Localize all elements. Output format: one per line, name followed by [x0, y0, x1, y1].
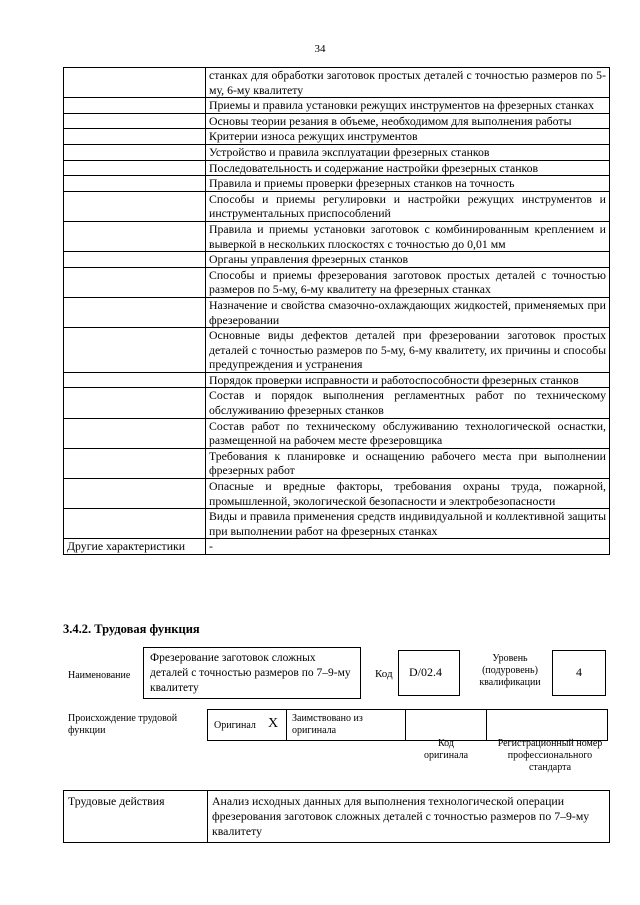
row-text: Критерии износа режущих инструментов [209, 129, 418, 144]
row-label [64, 176, 206, 191]
row-text: Состав и порядок выполнения регламентных работ по техническому обслуживанию фрезерных станков [209, 388, 606, 418]
table-row [64, 267, 609, 297]
table-row [64, 160, 609, 176]
level-box [552, 650, 606, 696]
reg-caption: Регистрационный номер профессионального стандарта [497, 738, 603, 773]
row-label [64, 252, 206, 267]
row-text: Требования к планировке и оснащению рабочего места при выполнении фрезерных работ [209, 448, 606, 478]
level-label: Уровень (подуровень) квалификации [479, 653, 541, 688]
row-text: Способы и приемы фрезерования заготовок простых деталей с точностью размеров по 5-му, 6-му квалитету на фрезерных станках [209, 267, 606, 297]
row-label [64, 98, 206, 113]
table-row [64, 97, 609, 113]
table-row [64, 538, 609, 554]
row-label [64, 68, 206, 97]
row-label [64, 192, 206, 221]
code-caption: Код оригинала [423, 738, 469, 761]
table-row [64, 144, 609, 160]
row-text: Органы управления фрезерных станков [209, 252, 409, 267]
row-text: Приемы и правила установки режущих инструментов на фрезерных станках [209, 98, 594, 113]
row-text: Опасные и вредные факторы, требования охраны труда, пожарной, промышленной, экологической безопасности и электробезопасности [209, 479, 606, 508]
row-text: Порядок проверки исправности и работоспособности фрезерных станков [209, 372, 579, 387]
row-text: Состав работ по техническому обслуживанию технологической оснастки, размещенной на рабочем месте фрезеровщика [209, 418, 606, 448]
row-label [64, 328, 206, 372]
row-label [64, 161, 206, 176]
row-label [64, 419, 206, 448]
row-text: Способы и приемы регулировки и настройки режущих инструментов и инструментальных приспособлений [209, 191, 606, 221]
row-label [64, 298, 206, 327]
table-row [64, 387, 609, 417]
code-label: Код [375, 668, 393, 680]
table-row [64, 191, 609, 221]
row-label [64, 114, 206, 129]
labor-actions-label: Трудовые действия [64, 791, 208, 842]
table-row [64, 372, 609, 388]
row-label [64, 388, 206, 417]
row-text: Устройство и правила эксплуатации фрезерных станков [209, 144, 490, 159]
code-box [398, 650, 460, 696]
origin-label: Происхождение трудовой функции [68, 713, 178, 736]
row-label: Другие характеристики [64, 539, 206, 554]
row-label [64, 129, 206, 144]
function-name-box [143, 647, 361, 699]
function-name: Фрезерование заготовок сложных деталей с точностью размеров по 7–9-му квалитету [150, 652, 351, 694]
table-row [64, 175, 609, 191]
name-label: Наименование [68, 670, 131, 681]
row-text: - [209, 539, 213, 554]
table-row [64, 113, 609, 129]
function-code: D/02.4 [409, 665, 442, 679]
level-value: 4 [576, 665, 582, 679]
row-label [64, 449, 206, 478]
table-row [64, 68, 609, 97]
row-text: Виды и правила применения средств индивидуальной и коллективной защиты при выполнении работ на фрезерных станках [209, 509, 606, 538]
borrowed-label: Заимствовано из оригинала [292, 713, 363, 736]
row-text: Назначение и свойства смазочно-охлаждающих жидкостей, применяемых при фрезеровании [209, 297, 606, 327]
row-text: станках для обработки заготовок простых деталей с точностью размеров по 5-му, 6-му квалитету [209, 68, 606, 97]
section-title: 3.4.2. Трудовая функция [63, 622, 200, 636]
page-number: 34 [314, 43, 326, 55]
row-text: Правила и приемы установки заготовок с комбинированным креплением и выверкой в нескольких плоскостях с точностью до 0,01 мм [209, 221, 606, 251]
table-row [64, 448, 609, 478]
table-row [64, 327, 609, 372]
original-label: Оригинал [214, 720, 256, 731]
labor-actions-table [63, 790, 610, 843]
row-text: Основные виды дефектов деталей при фрезеровании заготовок простых деталей с точностью размеров по 5-му, 6-му квалитету, их причины и способы предупреждения и устранения [209, 328, 606, 372]
table-row [64, 221, 609, 251]
table-row [64, 297, 609, 327]
labor-actions-text: Анализ исходных данных для выполнения технологической операции фрезерования заготовок сложных деталей с точностью размеров по 7–9-му квалитету [212, 794, 590, 838]
row-label [64, 268, 206, 297]
table-row [64, 128, 609, 144]
row-label [64, 509, 206, 538]
row-label [64, 145, 206, 160]
row-text: Основы теории резания в объеме, необходимом для выполнения работы [209, 113, 572, 128]
table-row [64, 508, 609, 538]
table-row [64, 251, 609, 267]
origin-table [207, 709, 608, 741]
row-text: Последовательность и содержание настройки фрезерных станков [209, 160, 539, 175]
table-row [64, 478, 609, 508]
row-label [64, 222, 206, 251]
table-row [64, 418, 609, 448]
row-label [64, 479, 206, 508]
original-mark: X [268, 716, 279, 731]
skills-table [63, 67, 610, 555]
row-label [64, 373, 206, 388]
row-text: Правила и приемы проверки фрезерных станков на точность [209, 176, 515, 191]
